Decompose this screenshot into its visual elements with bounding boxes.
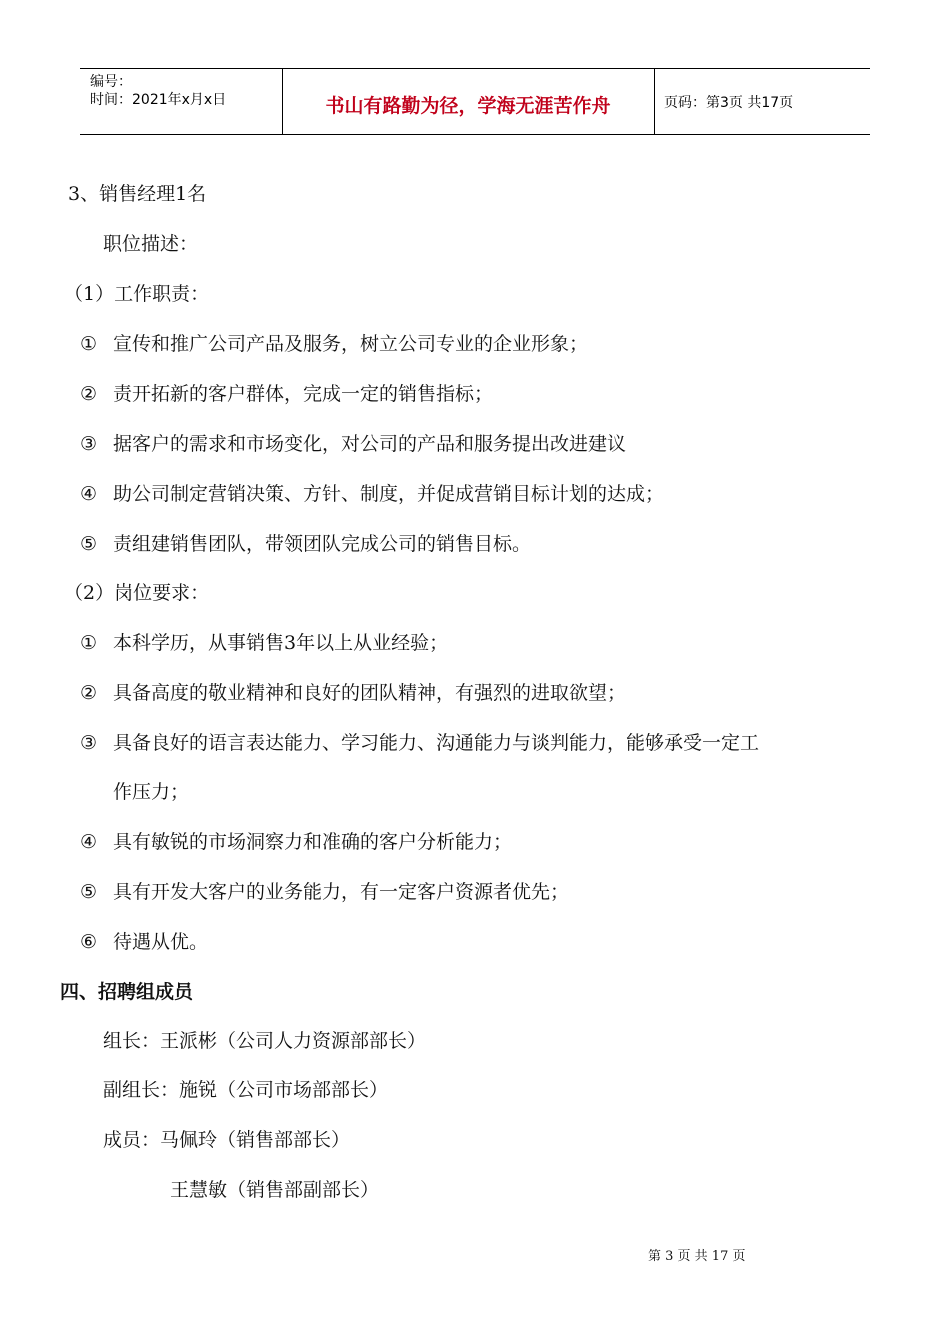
page-header (80, 68, 870, 135)
item-number: ① (80, 333, 98, 355)
list-item (80, 829, 512, 855)
team-member: 成员：马佩玲（销售部部长） (103, 1129, 351, 1151)
item-text: 据客户的需求和市场变化，对公司的产品和服务提出改进建议 (113, 433, 627, 455)
item-text: 具有敏锐的市场洞察力和准确的客户分析能力； (113, 831, 513, 853)
item-number: ③ (80, 433, 98, 455)
item-text: 待遇从优。 (113, 931, 209, 953)
item-text: 助公司制定营销决策、方针、制度，并促成营销目标计划的达成； (113, 483, 665, 505)
item-number: ④ (80, 483, 98, 505)
list-item (80, 879, 569, 905)
item-text: 责开拓新的客户群体，完成一定的销售指标； (113, 383, 494, 405)
item-number: ⑤ (80, 533, 98, 555)
list-item-continuation: 作压力； (113, 781, 190, 803)
motto-text: 书山有路勤为径，学海无涯苦作舟 (325, 95, 611, 117)
item-number: ⑥ (80, 931, 98, 953)
list-item (80, 381, 493, 407)
serial-number-label: 编号： (90, 74, 132, 90)
duties-heading: （1）工作职责： (64, 283, 210, 305)
header-motto-cell (282, 69, 655, 134)
list-item (80, 630, 448, 656)
team-leader: 组长：王派彬（公司人力资源部部长） (103, 1030, 427, 1052)
team-member: 王慧敏（销售部副部长） (170, 1179, 380, 1201)
page-number-label: 页码：第3页 共17页 (664, 95, 794, 111)
item-text: 具有开发大客户的业务能力，有一定客户资源者优先； (113, 881, 570, 903)
position-title: 3、销售经理1名 (68, 183, 207, 205)
item-text: 责组建销售团队，带领团队完成公司的销售目标。 (113, 533, 532, 555)
list-item (80, 680, 626, 706)
list-item (80, 331, 588, 357)
item-number: ④ (80, 831, 98, 853)
item-text: 本科学历，从事销售3年以上从业经验； (113, 632, 449, 654)
team-deputy: 副组长：施锐（公司市场部部长） (103, 1079, 389, 1101)
item-text: 具备高度的敬业精神和良好的团队精神，有强烈的进取欲望； (113, 682, 627, 704)
header-right-cell (654, 69, 870, 134)
page-footer: 第 3 页 共 17 页 (648, 1249, 746, 1264)
description-label: 职位描述： (103, 233, 199, 255)
header-left-cell (80, 69, 283, 134)
item-number: ② (80, 682, 98, 704)
item-text: 具备良好的语言表达能力、学习能力、沟通能力与谈判能力，能够承受一定工 (113, 732, 760, 754)
item-number: ③ (80, 732, 98, 754)
item-number: ⑤ (80, 881, 98, 903)
item-number: ② (80, 383, 98, 405)
requirements-heading: （2）岗位要求： (64, 582, 210, 604)
item-number: ① (80, 632, 98, 654)
item-text: 宣传和推广公司产品及服务，树立公司专业的企业形象； (113, 333, 589, 355)
list-item (80, 431, 626, 457)
date-label: 时间：2021年x月x日 (90, 92, 227, 108)
list-item (80, 730, 759, 756)
list-item (80, 929, 208, 955)
list-item (80, 481, 664, 507)
section-heading-team: 四、招聘组成员 (60, 981, 194, 1003)
list-item (80, 531, 531, 557)
